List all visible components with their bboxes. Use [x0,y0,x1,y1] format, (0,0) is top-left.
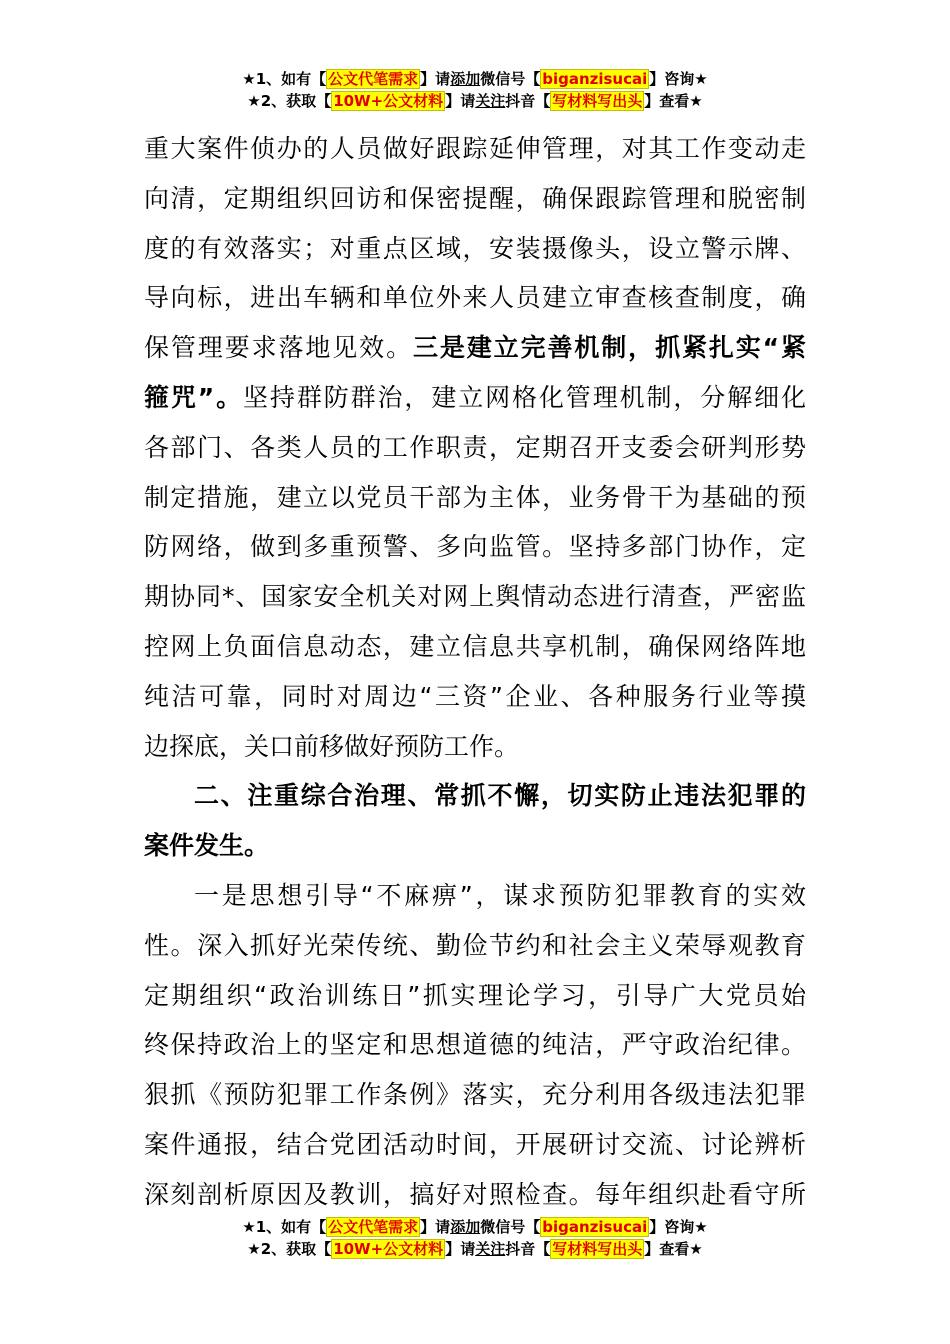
section-heading-cont: 案件发生。 [144,831,270,861]
highlight-materials: 10W+公文材料 [333,92,444,110]
text-line: 一是思想引导“不麻痹”，谋求预防犯罪教育的实效 [194,880,806,910]
highlight-douyin: 写材料写出头 [552,1240,643,1258]
document-body [144,124,806,1220]
highlight-wechat-id: biganzisucai [542,1218,648,1236]
text-line: 各部门、各类人员的工作职责，定期召开支委会研判形势 [144,432,806,462]
text-line: 终保持政治上的坚定和思想道德的纯洁，严守政治纪律。 [144,1030,806,1060]
text-line: 向清，定期组织回访和保密提醒，确保跟踪管理和脱密制 [144,183,806,213]
highlight-service: 公文代笔需求 [328,70,419,88]
highlight-wechat-id: biganzisucai [542,70,648,88]
text-line: 边探底，关口前移做好预防工作。 [144,731,520,761]
text-line: 重大案件侦办的人员做好跟踪延伸管理，对其工作变动走 [144,134,806,163]
text-line: 狠抓《预防犯罪工作条例》落实，充分利用各级违法犯罪 [144,1080,806,1110]
text-line: 防网络，做到多重预警、多向监管。坚持多部门协作，定 [144,532,806,562]
text-line: 纯洁可靠，同时对周边“三资”企业、各种服务行业等摸 [144,681,806,711]
promo-line-1: ★1、如有【 公文代笔需求 】请添加微信号【 biganzisucai 】咨询★ [242,1218,708,1236]
text-line: 深刻剖析原因及教训，搞好对照检查。每年组织赴看守所 [144,1179,806,1209]
promo-line-2: ★2、获取【 10W+公文材料 】请关注抖音【 写材料写出头 】查看★ [247,1240,703,1258]
text-line: 导向标，进出车辆和单位外来人员建立审查核查制度，确 [144,283,806,313]
text-line: 期协同*、国家安全机关对网上舆情动态进行清查，严密监 [144,582,806,612]
highlight-service: 公文代笔需求 [328,1218,419,1236]
text-line: 度的有效落实；对重点区域，安装摄像头，设立警示牌、 [144,233,806,263]
section-heading: 二、注重综合治理、常抓不懈，切实防止违法犯罪的 [194,781,806,811]
text-line: 制定措施，建立以党员干部为主体，业务骨干为基础的预 [144,482,806,512]
highlight-douyin: 写材料写出头 [552,92,643,110]
highlight-materials: 10W+公文材料 [333,1240,444,1258]
text-line: 控网上负面信息动态，建立信息共享机制，确保网络阵地 [144,631,806,661]
text-line: 定期组织“政治训练日”抓实理论学习，引导广大党员始 [144,980,806,1010]
promo-banner-bottom [0,1216,950,1260]
text-line: 箍咒”。坚持群防群治，建立网格化管理机制，分解细化 [144,382,806,412]
text-line: 性。深入抓好光荣传统、勤俭节约和社会主义荣辱观教育 [144,930,806,960]
promo-line-1: ★1、如有【 公文代笔需求 】请添加微信号【 biganzisucai 】咨询★ [242,70,708,88]
text-line: 案件通报，结合党团活动时间，开展研讨交流、讨论辨析 [144,1129,806,1159]
promo-banner-top [0,68,950,112]
promo-line-2: ★2、获取【 10W+公文材料 】请关注抖音【 写材料写出头 】查看★ [247,92,703,110]
text-line: 保管理要求落地见效。三是建立完善机制，抓紧扎实“紧 [144,333,806,363]
